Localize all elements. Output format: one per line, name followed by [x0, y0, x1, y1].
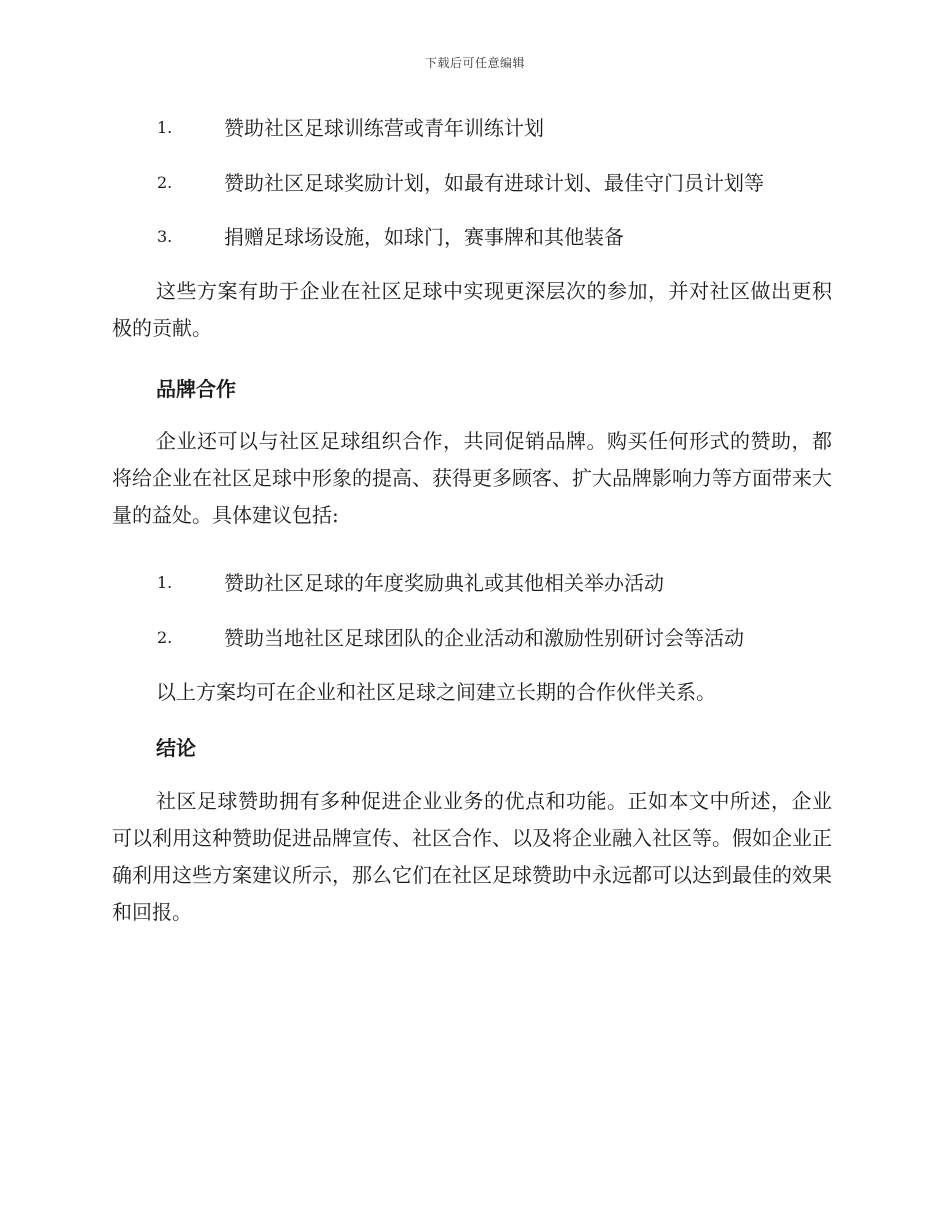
list-text: 赞助社区足球奖励计划，如最有进球计划、最佳守门员计划等 [224, 171, 764, 195]
paragraph: 企业还可以与社区足球组织合作，共同促销品牌。购买任何形式的赞助，都将给企业在社区足球中形象的提高、获得更多顾客、扩大品牌影响力等方面带来大量的益处。具体建议包括: [112, 429, 832, 527]
list-number: 2. [157, 173, 173, 192]
list-number: 2. [157, 628, 173, 647]
paragraph: 社区足球赞助拥有多种促进企业业务的优点和功能。正如本文中所述，企业可以利用这种赞助促进品牌宣传、社区合作、以及将企业融入社区等。假如企业正确利用这些方案建议所示，那么它们在社区足球赞助中永远都可以达到最佳的效果和回报。 [112, 789, 832, 924]
list-text: 赞助社区足球的年度奖励典礼或其他相关举办活动 [224, 571, 664, 595]
list-number: 3. [157, 227, 173, 246]
list-text: 赞助社区足球训练营或青年训练计划 [224, 116, 544, 140]
list-text: 捐赠足球场设施，如球门，赛事牌和其他装备 [224, 225, 624, 249]
paragraph: 这些方案有助于企业在社区足球中实现更深层次的参加，并对社区做出更积极的贡献。 [112, 279, 832, 340]
paragraph: 以上方案均可在企业和社区足球之间建立长期的合作伙伴关系。 [156, 680, 716, 704]
list-number: 1. [157, 118, 173, 137]
list-text: 赞助当地社区足球团队的企业活动和激励性别研讨会等活动 [224, 626, 744, 650]
list-number: 1. [157, 573, 173, 592]
page-header-note: 下载后可任意编辑 [424, 56, 525, 70]
section-heading-conclusion: 结论 [156, 736, 196, 760]
section-heading-brand: 品牌合作 [156, 377, 236, 401]
